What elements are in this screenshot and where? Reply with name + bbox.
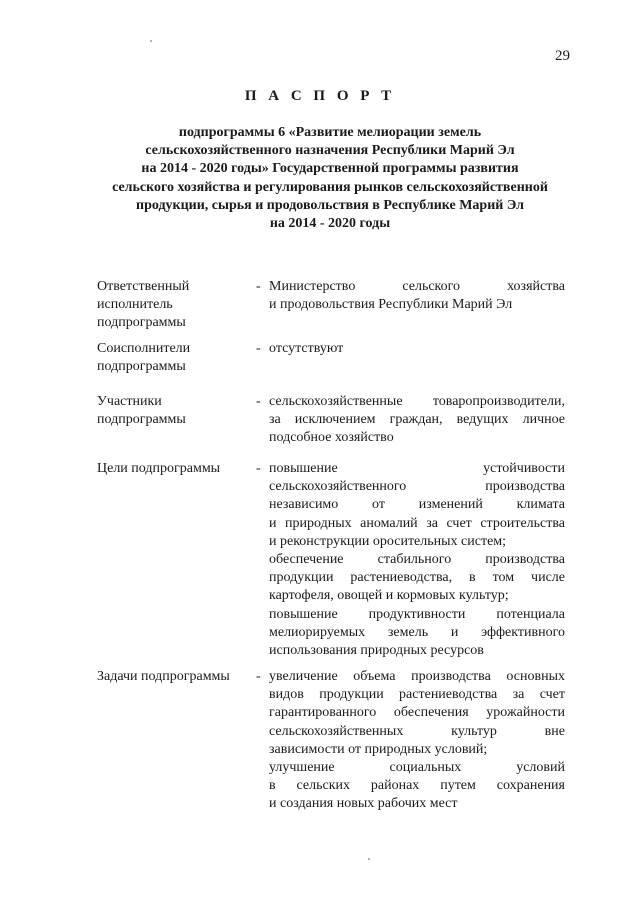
- content-line: Министерство сельского хозяйства: [269, 279, 565, 294]
- content-line: подсобное хозяйство: [269, 430, 394, 446]
- content-line: сельскохозяйственных культур вне: [269, 723, 565, 739]
- row-label: [97, 668, 247, 686]
- content-line: картофеля, овощей и кормовых культур;: [269, 588, 509, 604]
- content-line: увеличение объема производства основных: [269, 669, 565, 684]
- row-content: [269, 460, 565, 660]
- document-subtitle: [80, 124, 580, 233]
- content-line: и реконструкции оросительных систем;: [269, 533, 507, 549]
- label-line: подпрограммы: [97, 359, 186, 374]
- content-line: использования природных ресурсов: [269, 643, 484, 659]
- row-dash: -: [256, 341, 261, 356]
- label-line: подпрограммы: [97, 315, 186, 330]
- row-label: [97, 278, 247, 332]
- label-line: Задачи подпрограммы: [97, 669, 230, 684]
- row-label: [97, 393, 247, 429]
- content-line: повышение устойчивости: [269, 461, 565, 476]
- content-line: и продовольствия Республики Марий Эл: [269, 297, 513, 313]
- label-line: Цели подпрограммы: [97, 461, 221, 476]
- label-line: подпрограммы: [97, 412, 186, 427]
- document-title: П А С П О Р Т: [244, 88, 396, 104]
- content-line: независимо от изменений климата: [269, 497, 565, 513]
- content-line: за исключением граждан, ведущих личное: [269, 412, 565, 428]
- content-line: сельскохозяйственного производства: [269, 479, 565, 495]
- content-line: продукции растениеводства, в том числе: [269, 570, 565, 586]
- content-line: отсутствуют: [269, 341, 344, 356]
- row-content: [269, 393, 565, 448]
- content-line: сельскохозяйственные товаропроизводители,: [269, 394, 565, 409]
- content-line: и создания новых рабочих мест: [269, 796, 458, 812]
- row-dash: -: [256, 279, 261, 294]
- row-label: [97, 460, 247, 478]
- row-label: [97, 340, 247, 376]
- content-line: гарантированного обеспечения урожайности: [269, 705, 565, 721]
- subtitle-line: подпрограммы 6 «Развитие мелиорации земель: [178, 125, 482, 140]
- label-line: исполнитель: [97, 297, 173, 312]
- label-line: Соисполнители: [97, 341, 191, 356]
- content-line: мелиорируемых земель и эффективного: [269, 624, 565, 640]
- row-content: [269, 278, 565, 314]
- subtitle-line: сельского хозяйства и регулирования рынков сельскохозяйственной: [112, 179, 548, 195]
- content-line: обеспечение стабильного производства: [269, 552, 565, 568]
- subtitle-line: сельскохозяйственного назначения Республики Марий Эл: [145, 143, 515, 159]
- content-line: в сельских районах путем сохранения: [269, 778, 565, 794]
- row-dash: -: [256, 669, 261, 684]
- content-line: и природных аномалий за счет строительства: [269, 515, 565, 531]
- page-number: 29: [555, 48, 570, 64]
- content-line: зависимости от природных условий;: [269, 741, 488, 757]
- content-line: видов продукции растениеводства за счет: [269, 687, 565, 703]
- row-content: [269, 340, 565, 358]
- content-line: повышение продуктивности потенциала: [269, 606, 565, 622]
- content-line: улучшение социальных условий: [269, 760, 565, 776]
- row-dash: -: [256, 394, 261, 409]
- label-line: Участники: [97, 394, 162, 409]
- subtitle-line: на 2014 - 2020 годы: [269, 216, 391, 232]
- subtitle-line: продукции, сырья и продовольствия в Республике Марий Эл: [136, 197, 524, 213]
- row-dash: -: [256, 461, 261, 476]
- scan-speck: [150, 40, 152, 42]
- row-content: [269, 668, 565, 814]
- subtitle-line: на 2014 - 2020 годы» Государственной программы развития: [141, 161, 519, 177]
- label-line: Ответственный: [97, 279, 190, 294]
- scan-speck: [368, 858, 370, 860]
